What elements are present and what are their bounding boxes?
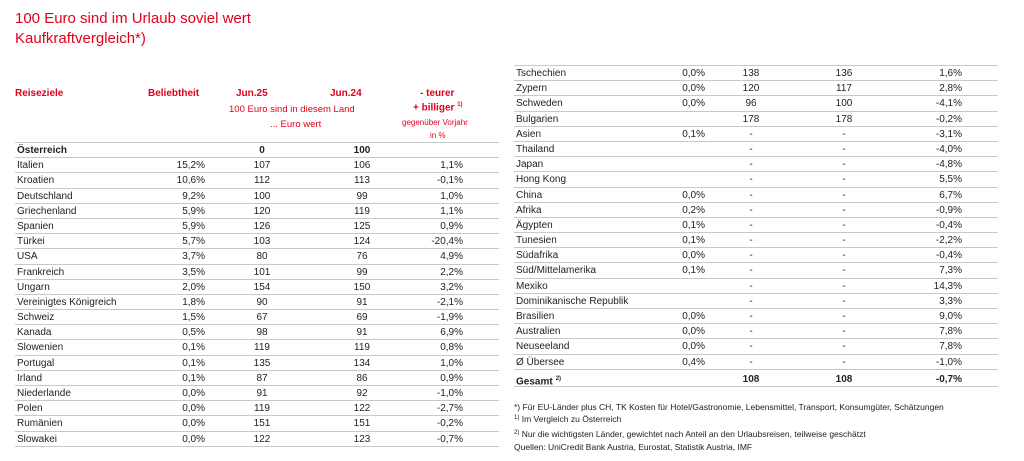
jun24-value: 125 <box>353 220 371 232</box>
country-name: Dominikanische Republik <box>516 295 629 307</box>
country-name: Slowakei <box>17 433 58 445</box>
country-name: Thailand <box>516 143 555 155</box>
table-row <box>15 401 499 416</box>
change-value: 1,0% <box>440 357 463 369</box>
table-row <box>15 386 499 401</box>
country-name: Bulgarien <box>516 113 559 125</box>
change-value: -4,1% <box>935 98 962 110</box>
jun24-value: - <box>842 341 846 353</box>
change-value: -2,1% <box>436 296 463 308</box>
jun25-value: - <box>749 250 753 262</box>
header-vorjahr: gegenüber Vorjahr <box>402 118 468 127</box>
table-row <box>514 96 998 111</box>
change-value: 6,9% <box>440 327 463 339</box>
table-row <box>15 249 499 264</box>
change-value: 0,9% <box>440 220 463 232</box>
country-name: Irland <box>17 372 43 384</box>
table-row <box>15 143 499 158</box>
popularity-value: 1,5% <box>182 312 205 324</box>
popularity-value: 15,2% <box>176 160 205 172</box>
jun25-value: 103 <box>253 236 271 248</box>
jun25-value: 91 <box>256 388 268 399</box>
country-name: Österreich <box>17 145 68 156</box>
jun24-value: 92 <box>356 388 368 399</box>
change-value: -1,0% <box>935 356 962 368</box>
change-value: -1,9% <box>436 312 463 324</box>
jun24-value: - <box>842 159 846 171</box>
jun25-value: 119 <box>254 342 270 354</box>
jun24-value: - <box>842 326 846 338</box>
popularity-value: 3,5% <box>182 266 205 278</box>
country-name: Polen <box>17 403 43 415</box>
header-reiseziele: Reiseziele <box>15 88 64 99</box>
country-name: China <box>516 189 543 201</box>
change-value: -0,7% <box>436 433 463 445</box>
jun25-value: 101 <box>253 266 271 278</box>
jun25-value: 80 <box>256 251 268 263</box>
country-name: Australien <box>516 326 561 338</box>
popularity-value: 2,0% <box>182 281 205 293</box>
country-name: Schweiz <box>17 312 55 324</box>
header-inpercent: in % <box>430 131 446 140</box>
table-row <box>514 142 998 157</box>
jun25-value: 154 <box>253 281 271 293</box>
jun24-value: - <box>842 235 846 247</box>
jun25-value: - <box>749 159 753 171</box>
jun25-value: 112 <box>254 175 270 187</box>
jun25-value: 135 <box>253 357 271 369</box>
jun25-value: - <box>749 356 753 368</box>
jun24-value: 91 <box>356 296 368 308</box>
country-name: Spanien <box>17 220 54 232</box>
change-value: -0,2% <box>935 113 962 125</box>
country-name: Ø Übersee <box>516 356 565 368</box>
country-name: Brasilien <box>516 311 555 322</box>
jun24-value: - <box>842 311 846 322</box>
header-billiger-text: + billiger <box>413 102 455 114</box>
jun25-value: 120 <box>742 83 760 95</box>
table-row <box>514 127 998 142</box>
change-value: -3,1% <box>935 128 962 140</box>
popularity-value: 1,8% <box>182 296 205 308</box>
change-value: 1,0% <box>440 190 463 202</box>
header-teurer: - teurer <box>420 88 455 99</box>
total-jun24: 108 <box>835 373 853 385</box>
country-name: Zypern <box>516 83 548 95</box>
popularity-value: 0,1% <box>682 219 705 231</box>
table-row <box>514 248 998 263</box>
jun24-value: 150 <box>353 281 371 293</box>
footnote-1: *) Für EU-Länder plus CH, TK Kosten für Hotel/Gastronomie, Lebensmittel, Transport, Konsumgüter, Schätzungen <box>514 402 944 412</box>
country-name: Kanada <box>17 327 52 339</box>
country-name: Vereinigtes Königreich <box>17 296 117 308</box>
jun24-value: - <box>842 204 846 216</box>
jun25-value: 151 <box>253 418 271 430</box>
change-value: 4,9% <box>440 251 463 263</box>
country-name: Mexiko <box>516 280 548 292</box>
header-sub2: ... Euro wert <box>270 119 322 130</box>
jun24-value: 106 <box>353 160 371 172</box>
popularity-value: 0,0% <box>182 388 205 399</box>
table-row <box>15 204 499 219</box>
country-name: Asien <box>516 128 542 140</box>
jun24-value: - <box>842 356 846 368</box>
change-value: 6,7% <box>939 189 962 201</box>
popularity-value: 0,1% <box>682 128 705 140</box>
jun25-value: - <box>749 326 753 338</box>
jun24-value: 178 <box>835 113 853 125</box>
country-name: Deutschland <box>17 190 73 202</box>
jun25-value: 138 <box>742 68 760 79</box>
jun25-value: - <box>749 174 753 186</box>
jun25-value: - <box>749 265 753 277</box>
popularity-value: 0,2% <box>682 204 705 216</box>
header-beliebtheit: Beliebtheit <box>148 88 200 99</box>
jun25-value: - <box>749 235 753 247</box>
table-row <box>514 339 998 354</box>
jun25-value: 96 <box>745 98 757 110</box>
table-row <box>15 173 499 188</box>
popularity-value: 0,0% <box>682 311 705 322</box>
jun25-value: - <box>749 311 753 322</box>
change-value: -1,0% <box>436 388 463 399</box>
left-table <box>15 143 499 447</box>
popularity-value: 0,5% <box>182 327 205 339</box>
table-row <box>15 295 499 310</box>
change-value: -0,1% <box>436 175 463 187</box>
jun24-value: - <box>842 143 846 155</box>
jun24-value: 119 <box>354 205 370 217</box>
change-value: -2,7% <box>436 403 463 415</box>
popularity-value: 0,0% <box>682 68 705 79</box>
table-row <box>514 203 998 218</box>
change-value: 3,3% <box>939 295 962 307</box>
total-label-text: Gesamt <box>516 376 553 388</box>
total-sup: 2) <box>555 375 562 382</box>
country-name: Niederlande <box>17 388 71 399</box>
header-billiger <box>413 102 463 113</box>
change-value: -0,4% <box>935 250 962 262</box>
country-name: Rumänien <box>17 418 63 430</box>
jun25-value: 107 <box>253 160 271 172</box>
country-name: Hong Kong <box>516 174 567 186</box>
jun24-value: 134 <box>353 357 371 369</box>
change-value: 5,5% <box>939 174 962 186</box>
table-row <box>514 218 998 233</box>
footnote-2-sup: 1) <box>514 415 520 421</box>
popularity-value: 0,0% <box>182 418 205 430</box>
country-name: USA <box>17 251 38 263</box>
footnote-3-text: Nur die wichtigsten Länder, gewichtet nach Anteil an den Urlaubsreisen, teilweise geschätzt <box>521 429 866 439</box>
table-row <box>514 188 998 203</box>
jun24-value: - <box>842 219 846 231</box>
total-jun25: 108 <box>742 373 760 385</box>
country-name: Afrika <box>516 204 542 216</box>
jun24-value: 69 <box>356 312 368 324</box>
change-value: 1,1% <box>440 205 463 217</box>
jun24-value: - <box>842 250 846 262</box>
change-value: 2,8% <box>939 83 962 95</box>
jun25-value: 126 <box>253 220 271 232</box>
popularity-value: 0,0% <box>682 250 705 262</box>
jun25-value: - <box>749 204 753 216</box>
change-value: -4,0% <box>935 143 962 155</box>
table-row <box>15 340 499 355</box>
table-row <box>15 325 499 340</box>
country-name: Italien <box>17 160 44 172</box>
popularity-value: 0,1% <box>182 372 205 384</box>
popularity-value: 0,1% <box>182 342 205 354</box>
jun25-value: - <box>749 128 753 140</box>
title-line-2: Kaufkraftvergleich*) <box>15 30 146 47</box>
jun24-value: 76 <box>356 251 368 263</box>
jun24-value: 117 <box>836 83 852 95</box>
popularity-value: 9,2% <box>182 190 205 202</box>
country-name: Portugal <box>17 357 55 369</box>
right-table <box>514 66 998 387</box>
jun24-value: - <box>842 280 846 292</box>
popularity-value: 0,0% <box>682 83 705 95</box>
jun24-value: 123 <box>353 433 371 445</box>
jun24-value: 100 <box>353 145 371 156</box>
popularity-value: 0,4% <box>682 356 705 368</box>
country-name: Tunesien <box>516 235 557 247</box>
table-row <box>15 189 499 204</box>
footnote-4: Quellen: UniCredit Bank Austria, Eurostat, Statistik Austria, IMF <box>514 442 753 452</box>
table-row <box>15 280 499 295</box>
country-name: Ungarn <box>17 281 50 293</box>
footnote-3 <box>514 429 866 440</box>
change-value: -2,2% <box>935 235 962 247</box>
jun24-value: - <box>842 128 846 140</box>
table-row <box>514 309 998 324</box>
table-row <box>514 157 998 172</box>
header-jun25: Jun.25 <box>236 88 268 99</box>
jun25-value: 0 <box>259 145 265 156</box>
total-label <box>516 374 561 387</box>
country-name: Griechenland <box>17 205 77 217</box>
popularity-value: 5,9% <box>182 220 205 232</box>
change-value: -0,2% <box>436 418 463 430</box>
popularity-value: 0,0% <box>682 98 705 110</box>
header-jun24: Jun.24 <box>330 88 362 99</box>
table-row <box>15 234 499 249</box>
change-value: 9,0% <box>939 311 962 322</box>
jun25-value: 120 <box>253 205 271 217</box>
jun25-value: - <box>749 219 753 231</box>
jun25-value: 67 <box>256 312 268 324</box>
jun25-value: - <box>749 189 753 201</box>
jun25-value: 98 <box>256 327 268 339</box>
jun24-value: 100 <box>835 98 853 110</box>
table-row <box>15 432 499 447</box>
jun24-value: 113 <box>354 175 370 187</box>
table-row <box>514 279 998 294</box>
jun24-value: 151 <box>353 418 371 430</box>
change-value: 7,8% <box>939 341 962 353</box>
country-name: Kroatien <box>17 175 55 187</box>
footnote-2-text: Im Vergleich zu Österreich <box>521 414 622 424</box>
country-name: Süd/Mittelamerika <box>516 265 597 277</box>
popularity-value: 5,9% <box>182 205 205 217</box>
page-title <box>15 9 251 49</box>
jun24-value: - <box>842 174 846 186</box>
change-value: -0,9% <box>935 204 962 216</box>
total-change: -0,7% <box>935 373 962 385</box>
country-name: Frankreich <box>17 266 65 278</box>
popularity-value: 5,7% <box>182 236 205 248</box>
jun25-value: - <box>749 143 753 155</box>
jun25-value: 119 <box>254 403 270 415</box>
popularity-value: 0,0% <box>182 433 205 445</box>
change-value: 1,1% <box>440 160 463 172</box>
table-row <box>15 371 499 386</box>
table-row <box>514 172 998 187</box>
change-value: 2,2% <box>440 266 463 278</box>
table-row <box>15 356 499 371</box>
change-value: 0,8% <box>440 342 463 354</box>
change-value: -20,4% <box>431 236 463 248</box>
country-name: Schweden <box>516 98 563 110</box>
country-name: Tschechien <box>516 68 567 79</box>
change-value: 3,2% <box>440 281 463 293</box>
jun24-value: 122 <box>353 403 371 415</box>
jun24-value: - <box>842 189 846 201</box>
popularity-value: 0,0% <box>182 403 205 415</box>
change-value: 0,9% <box>440 372 463 384</box>
jun24-value: 124 <box>353 236 371 248</box>
table-row <box>15 265 499 280</box>
popularity-value: 0,0% <box>682 189 705 201</box>
table-row <box>15 310 499 325</box>
table-row <box>514 66 998 81</box>
table-row <box>514 324 998 339</box>
table-row <box>15 219 499 234</box>
popularity-value: 0,1% <box>182 357 205 369</box>
table-row <box>15 158 499 173</box>
footnote-2 <box>514 414 621 425</box>
popularity-value: 10,6% <box>176 175 205 187</box>
jun24-value: 99 <box>356 190 368 202</box>
popularity-value: 3,7% <box>182 251 205 263</box>
popularity-value: 0,0% <box>682 341 705 353</box>
title-line-1: 100 Euro sind im Urlaub soviel wert <box>15 10 251 27</box>
table-row <box>514 294 998 309</box>
jun25-value: 122 <box>253 433 271 445</box>
jun25-value: 87 <box>256 372 268 384</box>
change-value: 7,8% <box>939 326 962 338</box>
header-sub1: 100 Euro sind in diesem Land <box>229 104 355 115</box>
change-value: -4,8% <box>935 159 962 171</box>
footnote-3-sup: 2) <box>514 430 520 436</box>
country-name: Türkei <box>17 236 45 248</box>
total-row <box>514 372 998 387</box>
jun24-value: - <box>842 265 846 277</box>
table-row <box>514 81 998 96</box>
jun24-value: 86 <box>356 372 368 384</box>
country-name: Südafrika <box>516 250 559 262</box>
change-value: 7,3% <box>939 265 962 277</box>
jun24-value: - <box>842 295 846 307</box>
jun25-value: - <box>749 341 753 353</box>
country-name: Ägypten <box>516 219 553 231</box>
jun24-value: 91 <box>356 327 368 339</box>
table-row <box>514 112 998 127</box>
country-name: Japan <box>516 159 544 171</box>
popularity-value: 0,1% <box>682 265 705 277</box>
table-row <box>514 263 998 278</box>
jun24-value: 136 <box>835 68 853 79</box>
change-value: 1,6% <box>939 68 962 79</box>
table-row <box>15 416 499 431</box>
table-row <box>514 355 998 370</box>
jun25-value: 100 <box>253 190 271 202</box>
popularity-value: 0,0% <box>682 326 705 338</box>
jun25-value: - <box>749 295 753 307</box>
change-value: -0,4% <box>935 219 962 231</box>
table-row <box>514 233 998 248</box>
jun25-value: - <box>749 280 753 292</box>
country-name: Slowenien <box>17 342 64 354</box>
popularity-value: 0,1% <box>682 235 705 247</box>
change-value: 14,3% <box>933 280 962 292</box>
jun25-value: 178 <box>742 113 760 125</box>
header-billiger-sup: 1) <box>457 102 463 108</box>
country-name: Neuseeland <box>516 341 570 353</box>
jun24-value: 119 <box>354 342 370 354</box>
jun25-value: 90 <box>256 296 268 308</box>
jun24-value: 99 <box>356 266 368 278</box>
